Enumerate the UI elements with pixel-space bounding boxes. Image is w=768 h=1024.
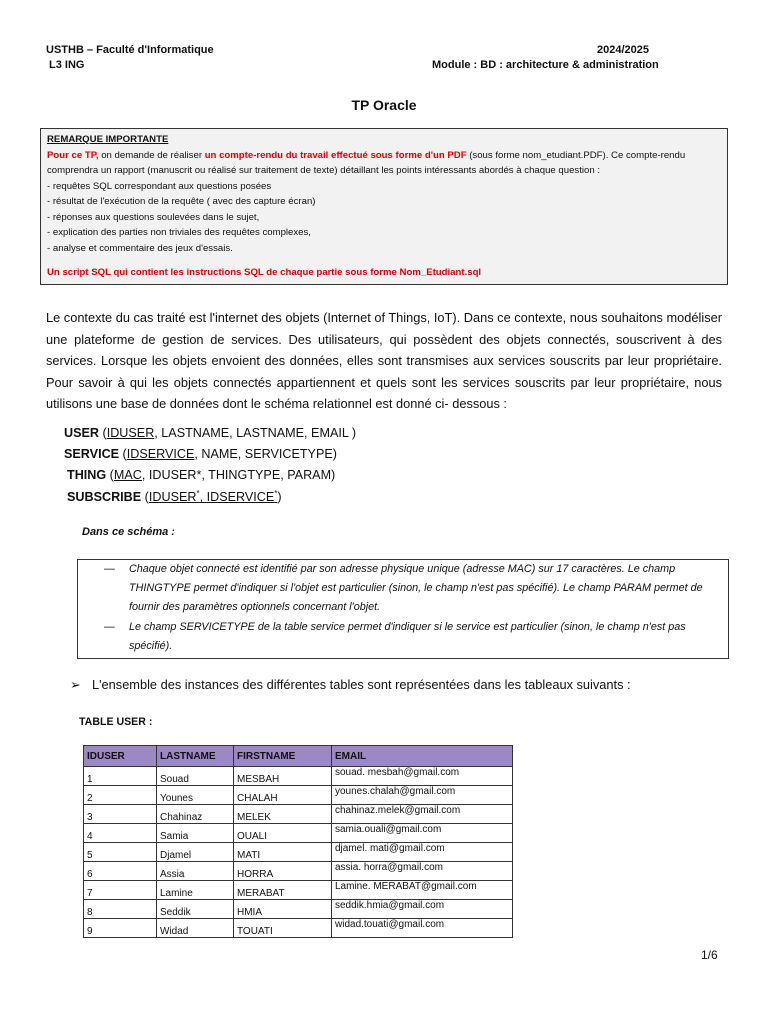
col-email: EMAIL — [332, 746, 513, 767]
table-row — [84, 767, 513, 786]
table-row — [84, 881, 513, 900]
cell-firstname: MERABAT — [234, 881, 332, 900]
context-paragraph: Le contexte du cas traité est l'internet des objets (Internet of Things, IoT). Dans ce contexte, nous souhaitons modéliser une plateforme de gestion de services. Des utilisateurs, qui possèdent des objets connectés, souscrivent à des services. Lorsque les objets envoient des données, elles sont transmises aux services souscrits par leur propriétaire. Pour savoir à qui les objets connectés appartiennent et quels sont les services souscrits par leur propriétaire, nous utilisons une base de données dont le schéma relationnel est donné ci- dessous : — [46, 310, 722, 412]
dash-icon: — — [104, 563, 115, 575]
header-level: L3 ING — [49, 59, 85, 71]
header-year: 2024/2025 — [597, 44, 649, 56]
cell-email: widad.touati@gmail.com — [332, 919, 513, 938]
cell-email: djamel. mati@gmail.com — [332, 843, 513, 862]
remark-item: - réponses aux questions soulevées dans le sujet, — [47, 211, 260, 223]
cell-lastname: Lamine — [157, 881, 234, 900]
cell-lastname: Samia — [157, 824, 234, 843]
table-row — [84, 843, 513, 862]
cell-email: assia. horra@gmail.com — [332, 862, 513, 881]
cell-iduser: 8 — [84, 900, 157, 919]
table-row — [84, 862, 513, 881]
table-row — [84, 900, 513, 919]
schema-note: Chaque objet connecté est identifié par son adresse physique unique (adresse MAC) sur 17 caractères. Le champ THINGTYPE permet d'indiquer si l'objet est particulier (sinon, le champ n'est pas spécifié). Le champ PARAM permet de fournir des paramètres optionnels concernant l'objet. — [129, 563, 703, 613]
remark-box — [40, 128, 728, 285]
header-institution: USTHB – Faculté d'Informatique — [46, 44, 214, 56]
remark-item: - résultat de l'exécution de la requête ( avec des capture écran) — [47, 196, 316, 207]
cell-iduser: 7 — [84, 881, 157, 900]
page-number: 1/6 — [701, 948, 718, 962]
schema-subscribe: SUBSCRIBE (IDUSER*, IDSERVICE*) — [67, 489, 282, 505]
cell-email: younes.chalah@gmail.com — [332, 786, 513, 805]
cell-firstname: HMIA — [234, 900, 332, 919]
table-row — [84, 824, 513, 843]
col-firstname: FIRSTNAME — [234, 746, 332, 767]
remark-list — [47, 179, 721, 257]
cell-iduser: 3 — [84, 805, 157, 824]
table-user — [83, 745, 513, 938]
cell-lastname: Assia — [157, 862, 234, 881]
cell-email: seddik.hmia@gmail.com — [332, 900, 513, 919]
dash-icon: — — [104, 621, 115, 633]
cell-lastname: Seddik — [157, 900, 234, 919]
cell-iduser: 6 — [84, 862, 157, 881]
table-header-row — [84, 746, 513, 767]
remark-item: - requêtes SQL correspondant aux questions posées — [47, 180, 272, 192]
cell-lastname: Souad — [157, 767, 234, 786]
remark-script-note: Un script SQL qui contient les instructions SQL de chaque partie sous forme Nom_Etudiant.sql — [47, 267, 482, 278]
cell-email: Lamine. MERABAT@gmail.com — [332, 881, 513, 900]
schema-notes-heading: Dans ce schéma : — [82, 526, 175, 538]
cell-iduser: 5 — [84, 843, 157, 862]
header-module: Module : BD : architecture & administration — [432, 59, 659, 71]
page-title: TP Oracle — [351, 97, 417, 113]
cell-firstname: OUALI — [234, 824, 332, 843]
schema-user: USER (IDUSER, LASTNAME, LASTNAME, EMAIL ) — [64, 426, 357, 440]
cell-lastname: Djamel — [157, 843, 234, 862]
arrow-bullet-icon: ➢ — [70, 677, 81, 692]
cell-email: samia.ouali@gmail.com — [332, 824, 513, 843]
cell-lastname: Chahinaz — [157, 805, 234, 824]
table-row — [84, 919, 513, 938]
schema-note: Le champ SERVICETYPE de la table service permet d'indiquer si le service est particulier (sinon, le champ n'est pas spécifié). — [129, 621, 686, 652]
tables-intro: L'ensemble des instances des différentes tables sont représentées dans les tableaux suivants : — [92, 677, 631, 692]
table-user-label: TABLE USER : — [79, 716, 153, 728]
schema-thing: THING (MAC, IDUSER*, THINGTYPE, PARAM) — [67, 468, 336, 482]
cell-iduser: 1 — [84, 767, 157, 786]
cell-firstname: MATI — [234, 843, 332, 862]
remark-item: - explication des parties non triviales des requêtes complexes, — [47, 227, 311, 238]
schema-notes-box — [77, 559, 729, 659]
cell-lastname: Younes — [157, 786, 234, 805]
cell-iduser: 4 — [84, 824, 157, 843]
cell-firstname: TOUATI — [234, 919, 332, 938]
remark-heading: REMARQUE IMPORTANTE — [47, 134, 169, 145]
table-row — [84, 786, 513, 805]
schema-service: SERVICE (IDSERVICE, NAME, SERVICETYPE) — [64, 447, 337, 461]
cell-firstname: MELEK — [234, 805, 332, 824]
cell-lastname: Widad — [157, 919, 234, 938]
cell-firstname: MESBAH — [234, 767, 332, 786]
cell-email: souad. mesbah@gmail.com — [332, 767, 513, 786]
cell-iduser: 2 — [84, 786, 157, 805]
cell-iduser: 9 — [84, 919, 157, 938]
remark-item: - analyse et commentaire des jeux d'essais. — [47, 242, 233, 254]
col-lastname: LASTNAME — [157, 746, 234, 767]
cell-firstname: HORRA — [234, 862, 332, 881]
col-iduser: IDUSER — [84, 746, 157, 767]
table-row — [84, 805, 513, 824]
cell-firstname: CHALAH — [234, 786, 332, 805]
remark-intro: Pour ce TP, on demande de réaliser un compte-rendu du travail effectué sous forme d'un PDF (sous forme nom_etudiant.PDF). Ce compte-rendu comprendra un rapport (manuscrit ou réalisé sur traitement de texte) détaillant les points intéressants abordés à chaque question : — [47, 149, 686, 176]
cell-email: chahinaz.melek@gmail.com — [332, 805, 513, 824]
